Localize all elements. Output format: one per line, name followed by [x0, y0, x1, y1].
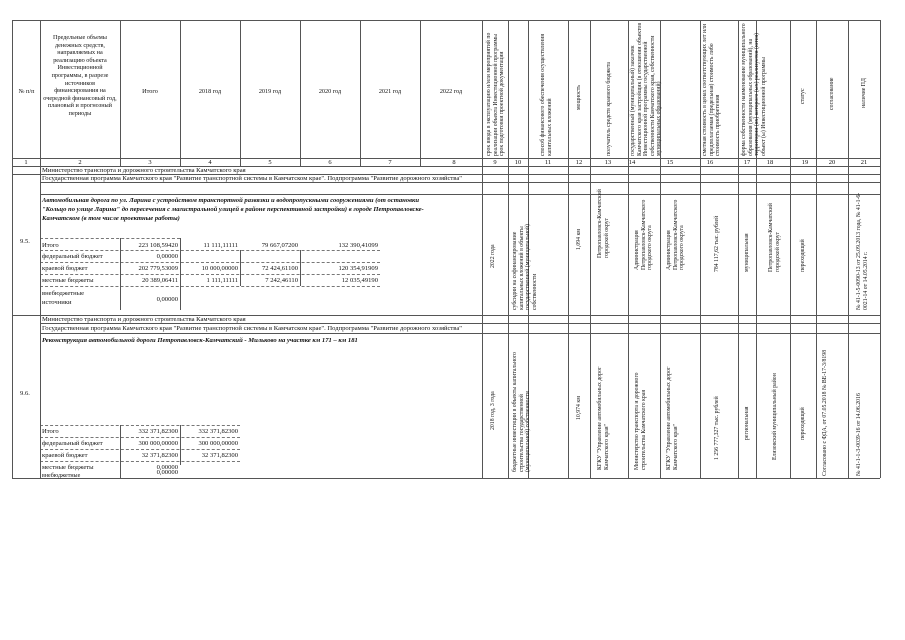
header-col-customer: государственный (муниципальный) заказчик Камчатского края застройщик (в отношении объектов Инвестиционной программы государственной собственности Камчатского края, собственности муниципальных образований) [630, 22, 663, 156]
cell-total: 0,00000 [156, 469, 178, 476]
col-num: 14 [628, 159, 636, 166]
section2-approval: Согласовано с ФДА, от 07.05.2018 № ВЕ-17-3/8198 [822, 349, 828, 476]
header-col-approval: согласование [829, 77, 835, 110]
col-line [482, 20, 483, 478]
col-num: 9 [493, 159, 497, 166]
row-label: местные бюджеты [42, 277, 94, 284]
section1-recipient: Петропавловск-Камчатский городской округ [597, 189, 610, 258]
section1-method: субсидии на софинансирование капитальных вложений в объекты государственной (муниципальной) собственности [512, 224, 538, 310]
col-line [590, 20, 591, 478]
cell-2018: 11 111,11111 [203, 242, 238, 249]
header-col-status: статус [800, 88, 806, 104]
cell-total: 0,00000 [156, 253, 178, 260]
row-label: федеральный бюджет [42, 440, 103, 447]
cell-total: 20 389,06411 [141, 277, 178, 284]
row-label: внебюджетные [42, 473, 81, 479]
section1-approval: № 41-1-5-0090-13 от 25.09.2013 года, № 41-1-6-0021-14 от 14.05.2014 г. [856, 192, 869, 310]
row-line [40, 262, 380, 263]
col-num: 5 [268, 159, 272, 166]
header-col-recipient: получатель средств краевого бюджета [606, 61, 612, 156]
col-num: 20 [828, 159, 836, 166]
cell-2018: 300 000,00000 [198, 440, 238, 447]
col-num: 13 [604, 159, 612, 166]
header-col-term: срок ввода в эксплуатацию и/или мероприятий по реализации объекта Инвестиционной программы срок подготовки проектной документации [486, 32, 506, 156]
col-line [40, 20, 41, 478]
cell-2020: 132 390,41099 [338, 242, 378, 249]
cell-total: 202 779,53009 [138, 265, 178, 272]
row-label: Итого [42, 428, 59, 435]
section1-capacity: 1,094 км [576, 229, 582, 250]
section2-customer: Министерство транспорта и дорожного строительства Камчатского края [634, 372, 647, 470]
cell-2018: 332 371,82300 [198, 428, 238, 435]
section1-number: 9.5. [20, 238, 30, 245]
cell-2018: 1 111,11111 [206, 277, 238, 284]
col-num: 10 [514, 159, 522, 166]
header-col-cost: сметная стоимость в ценах соответствующих лет или предполагаемая (предельная) стоимость либо стоимость приобретения [702, 23, 722, 156]
section2-developer: КГКУ "Управление автомобильных дорог Камчатского края" [666, 366, 679, 470]
col-line [738, 20, 739, 478]
col-num: 2 [78, 159, 82, 166]
cell-total: 32 371,82300 [141, 452, 178, 459]
cell-total: 300 000,00000 [138, 440, 178, 447]
header-col-2020: 2020 год [318, 88, 342, 95]
section1-municipality: Петропавловск-Камчатский городской округ [768, 203, 781, 272]
row-line [40, 250, 380, 251]
table-border-bottom [12, 478, 880, 479]
col-num: 7 [388, 159, 392, 166]
header-col-number: № п/п [18, 88, 35, 95]
col-line [508, 20, 509, 478]
cell-total: 332 371,82300 [138, 428, 178, 435]
section2-ministry: Министерство транспорта и дорожного строительства Камчатского края [42, 316, 246, 323]
col-num: 6 [328, 159, 332, 166]
header-col-2018: 2018 год [198, 88, 222, 95]
section2-term: 2018 год, 3 года [490, 391, 496, 430]
section2-program: Государственная программа Камчатского края "Развитие транспортной системы в Камчатском крае". Подпрограмма "Развитие дорожного хозяйства" [42, 325, 462, 332]
header-col-capacity: мощность [576, 85, 582, 110]
section2-cost: 1 256 777,327 тыс. рублей [714, 396, 720, 460]
table-border-top [12, 20, 880, 21]
section2-pd: № 41-1-1-3-0039-16 от 14.06.2016 [856, 393, 862, 476]
section1-object-line3: Камчатском (в том числе проектные работы) [42, 215, 180, 222]
col-line [568, 20, 569, 478]
section2-recipient: КГКУ "Управление автомобильных дорог Камчатского края" [597, 366, 610, 470]
col-line [816, 20, 817, 478]
header-col-total: Итого [142, 88, 158, 95]
header-col-ownership: форма собственности наименование муниципального образования (муниципальных образований), на территории (ях) которого (ых) реализуется (ются) объект (ы) Инвестиционной программы [741, 23, 767, 156]
header-col-2019: 2019 год [258, 88, 282, 95]
section1-developer: Администрация Петропавловск-Камчатского городского округа [666, 199, 686, 270]
section1-customer: Администрация Петропавловск-Камчатского городского округа [634, 199, 654, 270]
section1-program: Государственная программа Камчатского края "Развитие транспортной системы в Камчатском крае". Подпрограмма "Развитие дорожного хозяйства" [42, 175, 462, 182]
col-num: 21 [860, 159, 868, 166]
section1-term: 2022 года [490, 244, 496, 268]
row-label: Итого [42, 242, 59, 249]
row-line [40, 425, 240, 426]
col-num: 15 [666, 159, 674, 166]
row-line [40, 437, 240, 438]
col-num: 4 [208, 159, 212, 166]
section1-ownership: муниципальная [744, 233, 750, 272]
col-num: 1 [24, 159, 28, 166]
col-line [848, 20, 849, 478]
col-num: 19 [801, 159, 809, 166]
section2-object-line1: Реконструкция автомобильной дороги Петропавловск-Камчатский - Мильково на участке км 171 – км 181 [42, 337, 358, 344]
object1-top-line [40, 194, 880, 195]
col-line [700, 20, 701, 478]
cell-2020: 120 354,91909 [338, 265, 378, 272]
header-col-limits: Предельные объемы денежных средств, направляемых на реализацию объекта Инвестиционной программы, в разрезе источников финансирования на очередной финансовый год, плановый и прогнозный периоды [43, 34, 117, 117]
row-line [40, 286, 380, 287]
row-line [40, 238, 180, 239]
col-num: 3 [148, 159, 152, 166]
section1-ministry: Министерство транспорта и дорожного строительства Камчатского края [42, 167, 246, 174]
section2-method: бюджетные инвестиции в объекты капитального строительства государственной (муниципальной) собственности [512, 352, 532, 472]
header-col-method: способ финансового обеспечения осуществления капитальных вложений [540, 34, 553, 156]
cell-2019: 72 424,61100 [261, 265, 298, 272]
cell-2020: 12 035,49190 [341, 277, 378, 284]
section1-object-line2: "Кольцо по улице Ларина" до пересечения с магистральной улицей в районе перспективной застройки) в городе Петропавловске- [42, 206, 424, 213]
cell-total: 223 108,59420 [138, 242, 178, 249]
row-label: местные бюджеты [42, 464, 94, 471]
section1-object-line1: Автомобильная дорога по ул. Ларина с устройством транспортной развязки и водопропускными сооружениями (от остановки [42, 197, 420, 204]
row-line [40, 274, 380, 275]
col-num: 17 [743, 159, 751, 166]
row-label: источники [42, 299, 72, 306]
col-num: 11 [544, 159, 552, 166]
row-label: краевой бюджет [42, 452, 88, 459]
section2-number: 9.6. [20, 390, 30, 397]
table-border-right [880, 20, 881, 478]
header-col-2022: 2022 год [439, 88, 463, 95]
section2-capacity: 10,974 км [576, 396, 582, 420]
section2-ownership: региональная [744, 406, 750, 440]
cell-2018: 10 000,00000 [201, 265, 238, 272]
header-col-2021: 2021 год [378, 88, 402, 95]
cell-2019: 79 667,07200 [261, 242, 298, 249]
col-num: 16 [706, 159, 714, 166]
section1-cost: 784 117,62 тыс. рублей [714, 215, 720, 272]
cell-total: 0,00000 [156, 464, 178, 471]
col-line [790, 20, 791, 478]
col-line [628, 20, 629, 478]
section2-status: переходящий [800, 407, 806, 440]
row-label: внебюджетные [42, 290, 85, 297]
cell-2019: 7 242,46110 [265, 277, 298, 284]
section2-municipality: Елизовский муниципальный район [772, 373, 778, 460]
cell-2018: 32 371,82300 [201, 452, 238, 459]
row-line [40, 449, 240, 450]
section1-status: переходящий [800, 239, 806, 272]
row-label: федеральный бюджет [42, 253, 103, 260]
row-label: краевой бюджет [42, 265, 88, 272]
col-num: 8 [452, 159, 456, 166]
row-line [40, 461, 240, 462]
col-num: 12 [575, 159, 583, 166]
cell-total: 0,00000 [156, 296, 178, 303]
header-col-pd: наличие ПД [861, 78, 867, 108]
program2-line [40, 333, 880, 334]
col-num: 18 [766, 159, 774, 166]
